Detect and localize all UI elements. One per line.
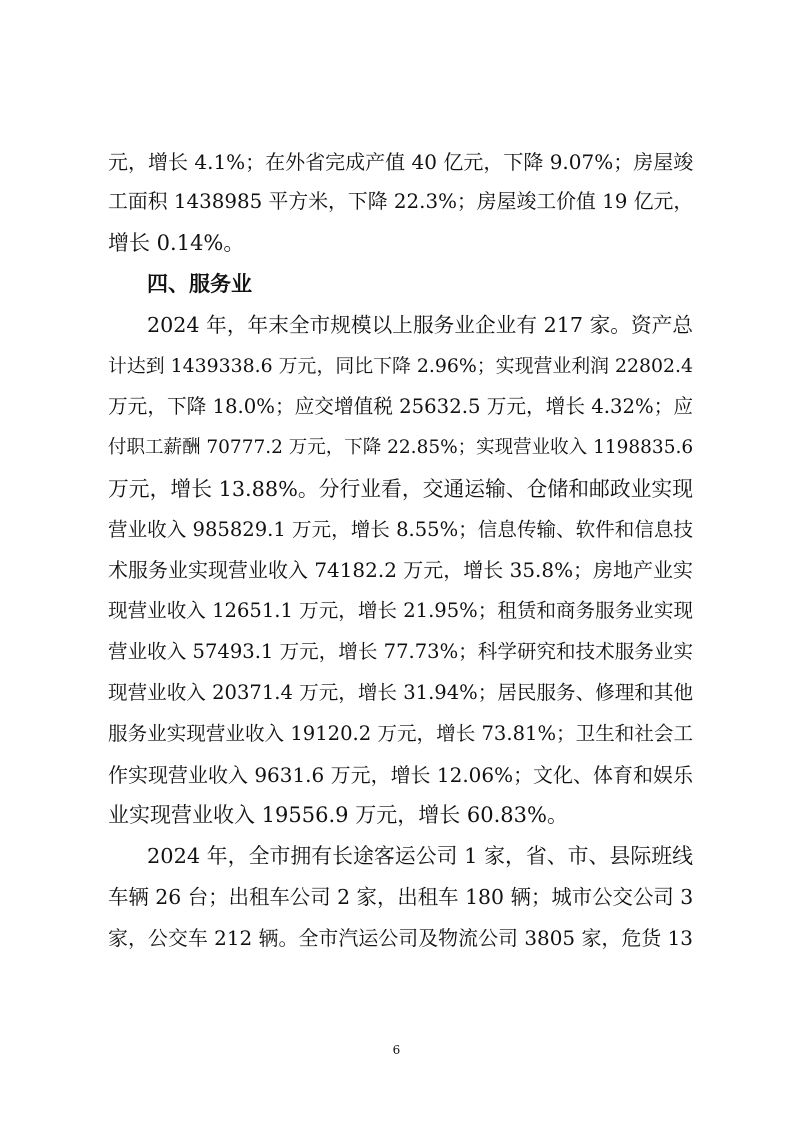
paragraph-2-line-11: 服务业实现营业收入 19120.2 万元，增长 73.81%；卫生和社会工 [108,722,693,745]
paragraph-2-line-4: 付职工薪酬 70777.2 万元，下降 22.85%；实现营业收入 1198835.6 [108,437,694,458]
paragraph-2-line-13: 业实现营业收入 19556.9 万元，增长 60.83%。 [108,803,568,827]
paragraph-2-line-7: 术服务业实现营业收入 74182.2 万元，增长 35.8%；房地产业实 [108,558,693,582]
paragraph-2-line-3: 万元，下降 18.0%；应交增值税 25632.5 万元，增长 4.32%；应 [108,395,693,418]
paragraph-2-line-5: 万元，增长 13.88%。分行业看，交通运输、仓储和邮政业实现 [108,477,693,501]
paragraph-3-line-1: 2024 年，全市拥有长途客运公司 1 家，省、市、县际班线 [147,844,693,868]
paragraph-2-line-1: 2024 年，年末全市规模以上服务业企业有 217 家。资产总 [147,313,693,337]
paragraph-1-line-2: 工面积 1438985 平方米，下降 22.3%；房屋竣工价值 19 亿元， [108,190,694,213]
paragraph-2-line-2: 计达到 1439338.6 万元，同比下降 2.96%；实现营业利润 22802.4 [108,355,693,377]
section-heading: 四、服务业 [147,272,252,296]
paragraph-1-line-3: 增长 0.14%。 [108,231,245,255]
paragraph-2-line-6: 营业收入 985829.1 万元，增长 8.55%；信息传输、软件和信息技 [108,518,693,541]
paragraph-2-line-12: 作实现营业收入 9631.6 万元，增长 12.06%；文化、体育和娱乐 [108,763,693,787]
paragraph-3-line-3: 家，公交车 212 辆。全市汽运公司及物流公司 3805 家，危货 13 [108,926,693,950]
paragraph-3-line-2: 车辆 26 台；出租车公司 2 家，出租车 180 辆；城市公交公司 3 [108,885,694,909]
paragraph-1-line-1: 元，增长 4.1%；在外省完成产值 40 亿元，下降 9.07%；房屋竣 [108,150,694,174]
paragraph-2-line-9: 营业收入 57493.1 万元，增长 77.73%；科学研究和技术服务业实 [108,640,693,663]
page-number: 6 [392,1043,401,1057]
paragraph-2-line-10: 现营业收入 20371.4 万元，增长 31.94%；居民服务、修理和其他 [108,681,693,704]
paragraph-2-line-8: 现营业收入 12651.1 万元，增长 21.95%；租赁和商务服务业实现 [108,599,693,622]
